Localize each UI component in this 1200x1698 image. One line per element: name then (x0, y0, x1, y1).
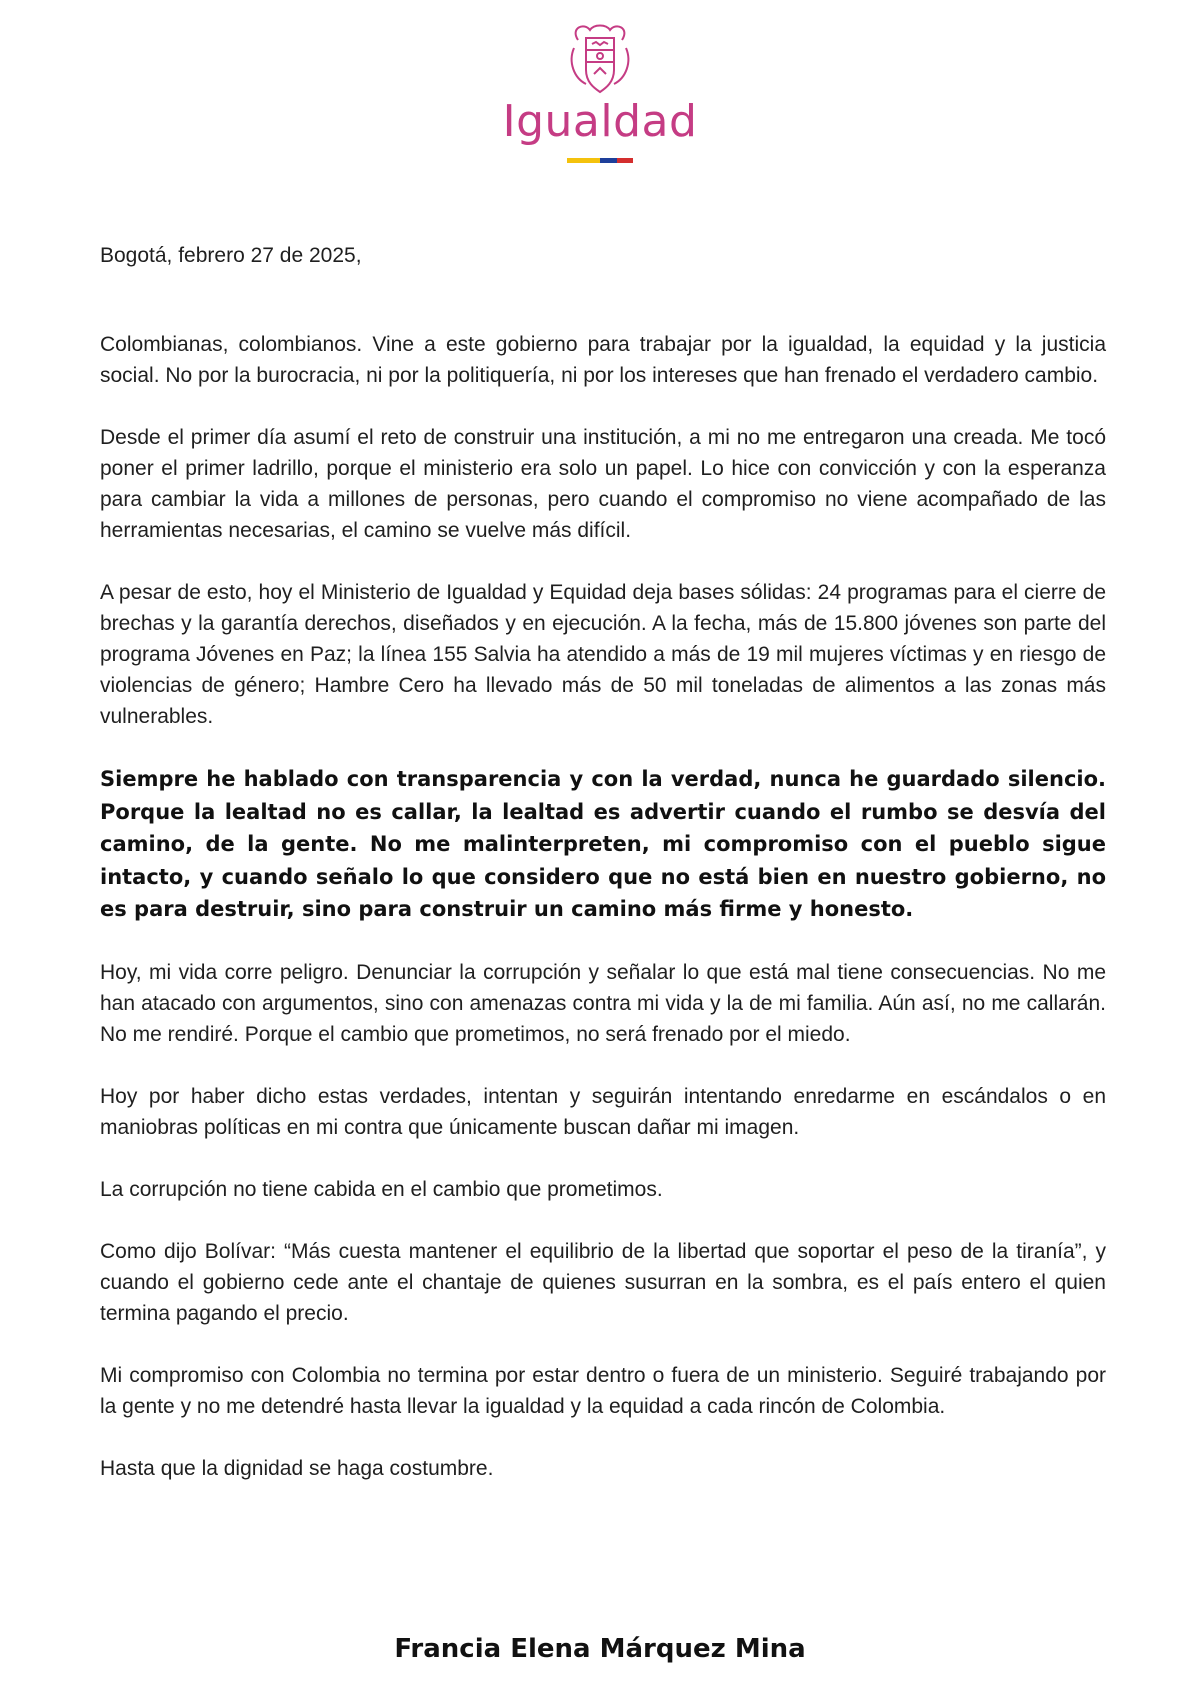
paragraph-4-bold: Siempre he hablado con transparencia y con la verdad, nunca he guardado silencio. Porque la lealtad no es callar, la lealtad es advertir cuando el rumbo se desvía del camino, de la gente. No me malinterpreten, mi compromiso con el pueblo sigue intacto, y cuando señalo lo que considero que no está bien en nuestro gobierno, no es para destruir, sino para construir un camino más firme y honesto. (100, 767, 1106, 921)
paragraph-10: Hasta que la dignidad se haga costumbre. (100, 1456, 494, 1480)
flag-yellow-stripe (567, 158, 600, 163)
flag-color-bar (567, 158, 633, 163)
paragraph-7: La corrupción no tiene cabida en el cambio que prometimos. (100, 1177, 663, 1201)
letter-date: Bogotá, febrero 27 de 2025, (100, 244, 362, 267)
letterhead (0, 18, 1200, 163)
paragraph-2: Desde el primer día asumí el reto de construir una institución, a mi no me entregaron una creada. Me tocó poner el primer ladrillo, porque el ministerio era solo un papel. Lo hice con convicción y con la esperanza para cambiar la vida a millones de personas, pero cuando el compromiso no viene acompañado de las herramientas necesarias, el camino se vuelve más difícil. (100, 426, 1106, 542)
ministry-brand-name: Igualdad (502, 96, 698, 147)
paragraph-9: Mi compromiso con Colombia no termina por estar dentro o fuera de un ministerio. Seguiré trabajando por la gente y no me detendré hasta llevar la igualdad y la equidad a cada rincón de Colombia. (100, 1363, 1106, 1418)
flag-red-stripe (617, 158, 634, 163)
letter-body (100, 240, 1106, 1515)
flag-blue-stripe (600, 158, 617, 163)
paragraph-3: A pesar de esto, hoy el Ministerio de Igualdad y Equidad deja bases sólidas: 24 programas para el cierre de brechas y la garantía derechos, diseñados y en ejecución. A la fecha, más de 15.800 jóvenes son parte del programa Jóvenes en Paz; la línea 155 Salvia ha atendido a más de 19 mil mujeres víctimas y en riesgo de violencias de género; Hambre Cero ha llevado más de 50 mil toneladas de alimentos a las zonas más vulnerables. (100, 581, 1106, 728)
signature-name: Francia Elena Márquez Mina (394, 1634, 806, 1664)
paragraph-1: Colombianas, colombianos. Vine a este gobierno para trabajar por la igualdad, la equidad y la justicia social. No por la burocracia, ni por la politiquería, ni por los intereses que han frenado el verdadero cambio. (100, 333, 1106, 387)
paragraph-8: Como dijo Bolívar: “Más cuesta mantener el equilibrio de la libertad que soportar el peso de la tiranía”, y cuando el gobierno cede ante el chantaje de quienes susurran en la sombra, es el país entero el quien termina pagando el precio. (100, 1239, 1106, 1325)
paragraph-6: Hoy por haber dicho estas verdades, intentan y seguirán intentando enredarme en escándalos o en maniobras políticas en mi contra que únicamente buscan dañar mi imagen. (100, 1084, 1106, 1139)
paragraph-5: Hoy, mi vida corre peligro. Denunciar la corrupción y señalar lo que está mal tiene consecuencias. No me han atacado con argumentos, sino con amenazas contra mi vida y la de mi familia. Aún así, no me callarán. No me rendiré. Porque el cambio que prometimos, no será frenado por el miedo. (100, 960, 1106, 1046)
colombia-coat-of-arms-icon (564, 18, 636, 98)
